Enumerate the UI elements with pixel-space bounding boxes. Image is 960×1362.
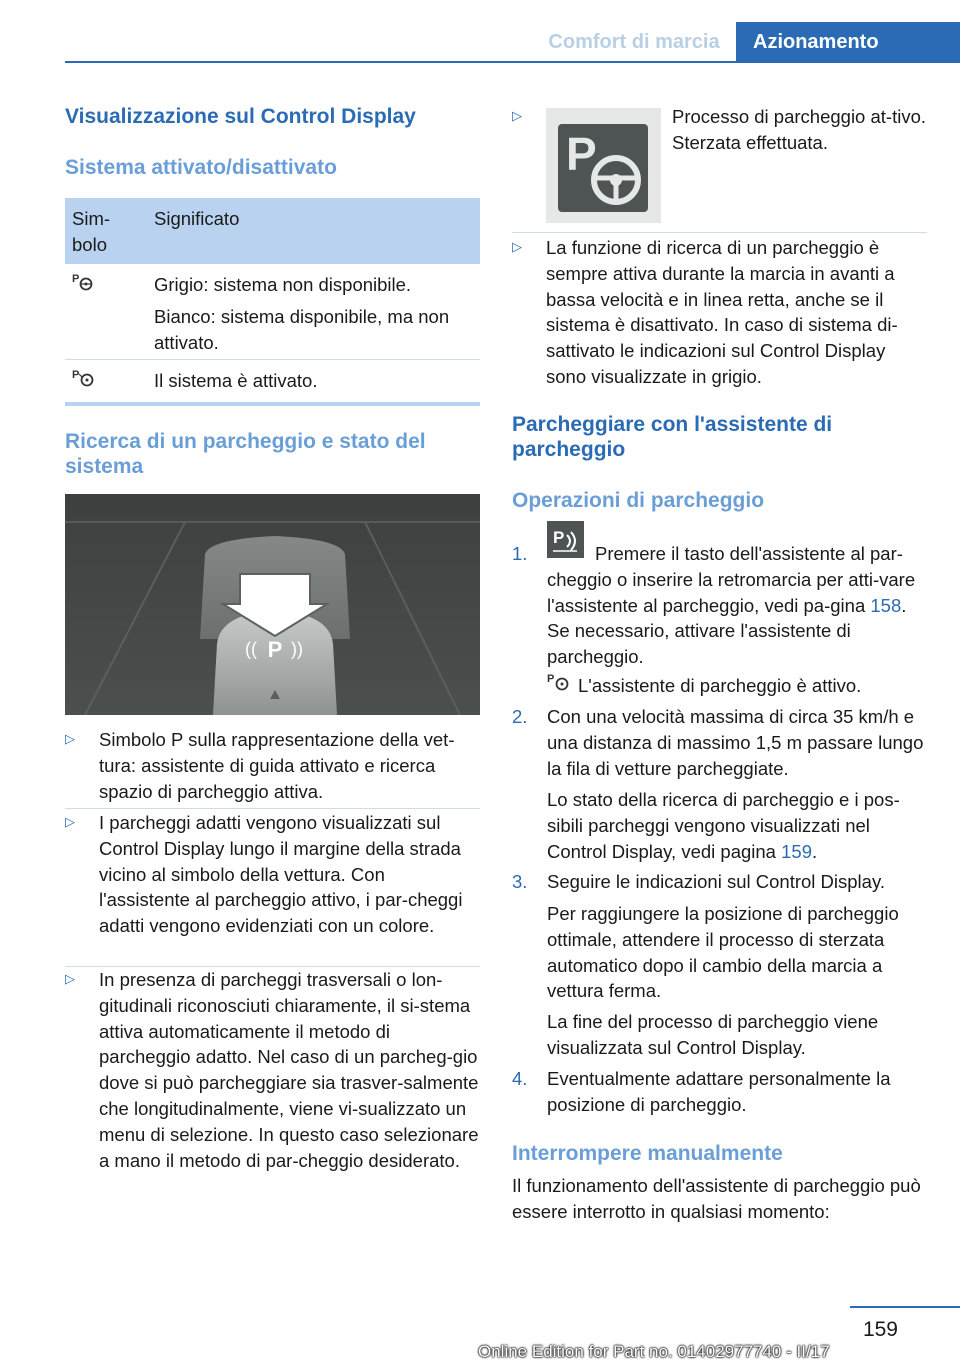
step-text: Eventualmente adattare personalmente la posizione di parcheggio. [547,1068,891,1115]
bullet-text: I parcheggi adatti vengono visualizzati sul Control Display lungo il margine della strada vicino al simbolo della vettura. Con l'assistente al parcheggio attivo, i par-cheggi adatti vengono evidenziati con un colore. [99,812,463,937]
bullet-text: La funzione di ricerca di un parcheggio è sempre attiva durante la marcia in avanti a bassa velocità e in linea retta, anche se il sistema è disattivato. In caso di sistema di-sattivato le indicazioni sul Control Display sono visualizzate in grigio. [546,237,898,387]
step-text: Premere il tasto dell'assistente al par-cheggio o inserire la retromarcia per atti-vare l'assistente al parcheggio, vedi pa-gina 158. Se necessario, attivare l'assistente di parcheggio. [547,543,916,668]
park-assist-active-icon [547,672,571,697]
divider [512,232,927,233]
header-tab-azionamento: Azionamento [736,22,960,62]
subsection-title-3: Operazioni di parcheggio [512,489,765,512]
page-number: 159 [862,1318,898,1341]
table-header [65,198,480,264]
svg-text:P: P [553,528,565,547]
triangle-bullet-icon: ▷ [512,108,522,123]
subsection-title-2: Ricerca di un parcheggio e stato del sistema [65,430,426,478]
bullet-text: Processo di parcheggio at-tivo. Sterzata effettuata. [672,106,926,153]
parking-display-image [65,494,480,715]
header-tab-comfort: Comfort di marcia [548,30,720,53]
row1-text-b: Bianco: sistema disponibile, ma non attivato. [154,306,450,353]
svg-text:P: P [547,673,555,685]
table-row [65,360,480,402]
step-number: 1. [512,543,528,564]
bullet-text: Simbolo P sulla rappresentazione della vet-tura: assistente di guida attivato e ricerca spazio di parcheggio attiva. [99,729,455,802]
page-link-158[interactable]: 158 [870,594,902,616]
svg-text:((: (( [245,639,257,659]
step-subtext: La fine del processo di parcheggio viene visualizzata sul Control Display. [547,1011,879,1058]
footer-rule [850,1306,960,1308]
svg-text:P: P [72,273,80,285]
svg-text:P: P [72,369,80,381]
divider [65,808,480,809]
col-meaning: Significato [154,208,240,229]
triangle-bullet-icon: ▷ [65,814,75,829]
triangle-bullet-icon: ▷ [65,971,75,986]
section-title-2: Parcheggiare con l'assistente di parcheggio [512,413,833,461]
table-row [65,264,480,360]
row2-text: Il sistema è attivato. [154,370,318,391]
subsection-title-4: Interrompere manualmente [512,1142,783,1165]
step-text: Con una velocità massima di circa 35 km/h e una distanza di massimo 1,5 m passare lungo la fila di vetture parcheggiate. [547,706,924,779]
figure-p-symbol: P [267,637,283,662]
page-link-159[interactable]: 159 [781,840,812,862]
final-paragraph: Il funzionamento dell'assistente di parcheggio può essere interrotto in qualsiasi momento: [512,1175,921,1222]
online-edition-footer: Online Edition for Part no. 01402977740 - II/17 [478,1342,830,1361]
row1-text-a: Grigio: sistema non disponibile. [154,274,412,295]
step-text: Seguire le indicazioni sul Control Display. [547,871,885,892]
svg-text:)): )) [291,639,303,659]
col-symbol: Sim- bolo [72,208,111,255]
park-assist-gray-icon [72,272,94,297]
step-number: 4. [512,1068,528,1089]
symbol-table [65,198,480,406]
step-subtext: L'assistente di parcheggio è attivo. [578,675,862,696]
table-end-rule [65,402,480,406]
steering-park-icon [546,108,661,223]
step-subtext: Per raggiungere la posizione di parcheggio ottimale, attendere il processo di sterzata automatico dopo il cambio della marcia a vettura ferma. [547,903,899,1002]
step-number: 3. [512,871,528,892]
bullet-text: In presenza di parcheggi trasversali o lon-gitudinali riconosciuti chiaramente, il si-stema attiva automaticamente il metodo di parcheggio adatto. Nel caso di un parcheg-gio dove si può parcheggiare sia trasver-salmente che longitudinalmente, viene vi-sualizzato un menu di selezione. In questo caso selezionare a mano il metodo di par-cheggio desiderato. [99,969,479,1171]
triangle-bullet-icon: ▷ [512,239,522,254]
svg-text:P: P [566,128,597,180]
subsection-title: Sistema attivato/disattivato [65,156,337,179]
header-rule [65,61,960,63]
step-subtext: Lo stato della ricerca di parcheggio e i pos-sibili parcheggi vengono visualizzati nel Control Display, vedi pagina 159. [547,789,900,862]
triangle-bullet-icon: ▷ [65,731,75,746]
step-number: 2. [512,706,528,727]
section-title: Visualizzazione sul Control Display [65,105,416,128]
park-assist-active-icon [72,368,96,393]
